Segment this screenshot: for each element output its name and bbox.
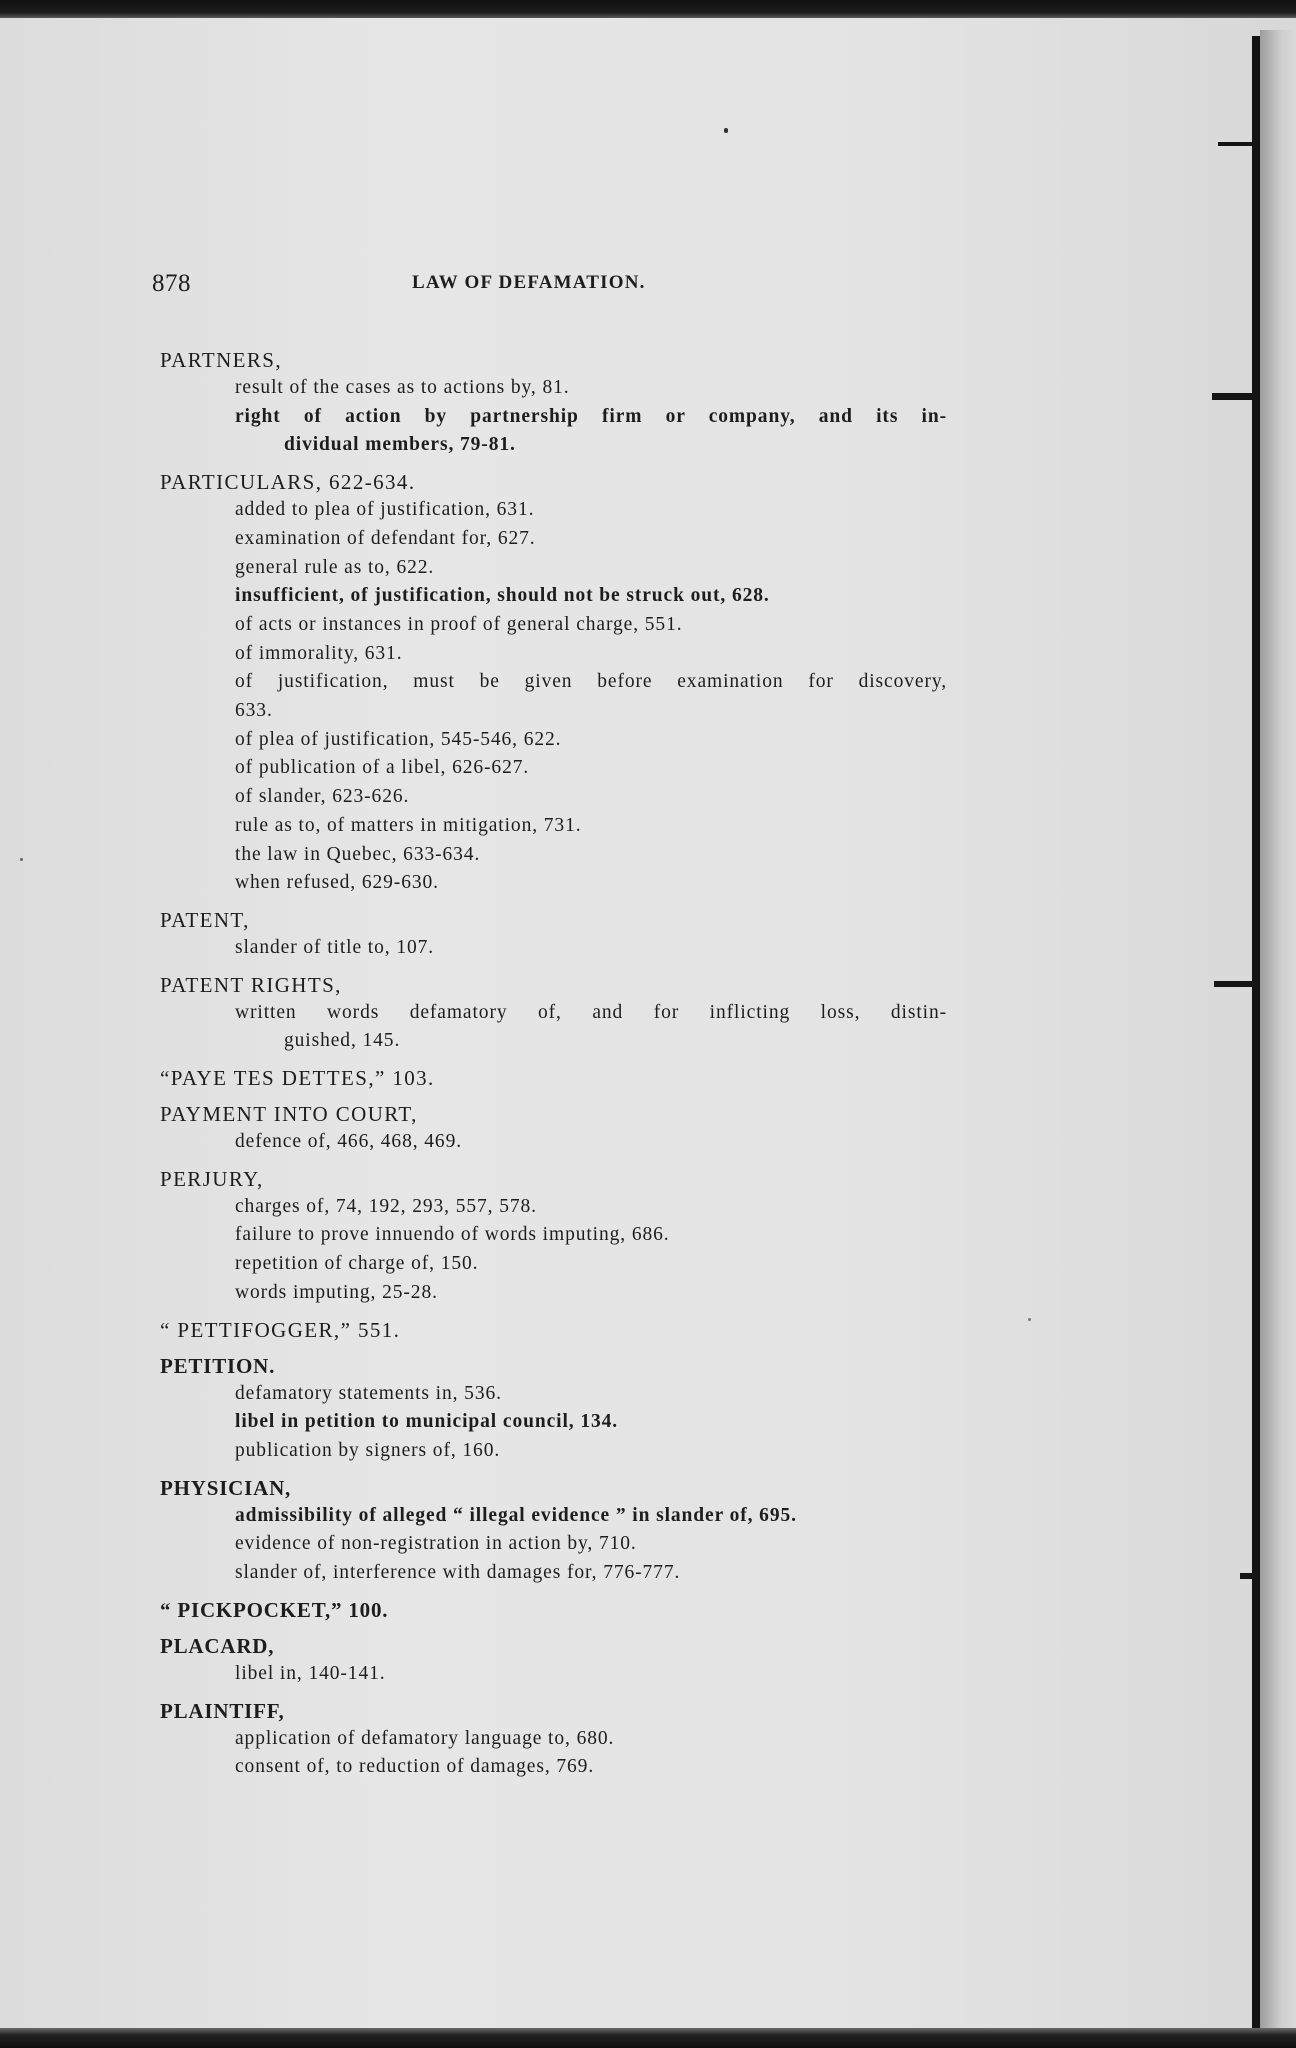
entry-line: of immorality, 631. — [235, 642, 403, 664]
entry-line: repetition of charge of, 150. — [235, 1253, 479, 1275]
index-entry-patent — [0, 906, 1000, 963]
index-entry-placard — [0, 1632, 1000, 1689]
entry-line-continuation: 633. — [235, 700, 273, 722]
entry-line: of justification, must be given before examination for discovery, — [235, 671, 947, 693]
entry-line: charges of, 74, 192, 293, 557, 578. — [235, 1195, 537, 1217]
entry-line: defence of, 466, 468, 469. — [235, 1131, 463, 1153]
entry-line: examination of defendant for, 627. — [235, 527, 536, 549]
scan-bottom-border — [0, 2028, 1296, 2048]
scan-speck — [724, 128, 728, 133]
entry-line: of slander, 623-626. — [235, 786, 410, 808]
entry-line: application of defamatory language to, 680. — [235, 1727, 615, 1749]
entry-heading: PLAINTIFF, — [160, 1698, 285, 1723]
entry-line: when refused, 629-630. — [235, 872, 439, 894]
entry-line: libel in, 140-141. — [235, 1662, 386, 1684]
scan-speck — [1028, 1318, 1031, 1321]
entry-line: the law in Quebec, 633-634. — [235, 843, 481, 865]
entry-heading: PATENT, — [160, 907, 250, 932]
entry-line: slander of, interference with damages for, 776-777. — [235, 1562, 681, 1584]
entry-line: result of the cases as to actions by, 81. — [235, 377, 570, 398]
scan-right-shadow — [1260, 30, 1296, 2028]
index-entry-particulars — [0, 468, 1000, 898]
page-number: 878 — [152, 270, 191, 297]
entry-line: right of action by partnership firm or company, and its in- — [235, 405, 947, 427]
scan-right-edge — [1252, 36, 1260, 2028]
index-entry-payment-into-court — [0, 1100, 1000, 1157]
entry-line: added to plea of justification, 631. — [235, 499, 535, 521]
entry-heading: PLACARD, — [160, 1633, 275, 1658]
running-title: LAW OF DEFAMATION. — [412, 272, 646, 293]
index-entry-patent-rights — [0, 971, 1000, 1056]
entry-line: of plea of justification, 545-546, 622. — [235, 728, 562, 750]
index-entry-pettifogger — [0, 1316, 1000, 1344]
entry-line: defamatory statements in, 536. — [235, 1382, 502, 1404]
index-entry-physician — [0, 1474, 1000, 1588]
entry-heading: PERJURY, — [160, 1166, 264, 1191]
binding-mark — [1218, 142, 1258, 146]
entry-heading: PATENT RIGHTS, — [160, 972, 342, 997]
entry-line-continuation: guished, 145. — [284, 1030, 401, 1052]
binding-mark — [1240, 1573, 1258, 1579]
entry-heading: PARTICULARS, 622-634. — [160, 470, 416, 495]
index-entry-petition — [0, 1352, 1000, 1466]
binding-mark — [1214, 981, 1258, 987]
entry-heading: “PAYE TES DETTES,” 103. — [160, 1066, 435, 1091]
entry-line: of acts or instances in proof of general charge, 551. — [235, 613, 683, 635]
entry-heading: “ PICKPOCKET,” 100. — [160, 1597, 389, 1622]
index-entry-partners — [0, 346, 1000, 460]
index-entry-perjury — [0, 1165, 1000, 1308]
entry-heading: “ PETTIFOGGER,” 551. — [160, 1317, 401, 1342]
entry-line: consent of, to reduction of damages, 769. — [235, 1756, 595, 1778]
entry-heading: PETITION. — [160, 1353, 276, 1378]
entry-heading: PHYSICIAN, — [160, 1475, 292, 1500]
entry-line: failure to prove innuendo of words imputing, 686. — [235, 1224, 670, 1246]
entry-line: general rule as to, 622. — [235, 556, 435, 578]
scan-top-border — [0, 0, 1296, 18]
entry-line: words imputing, 25-28. — [235, 1281, 438, 1303]
entry-line: publication by signers of, 160. — [235, 1439, 501, 1461]
index-body — [0, 338, 1000, 1782]
binding-mark — [1212, 393, 1258, 400]
entry-line: admissibility of alleged “ illegal evidence ” in slander of, 695. — [235, 1504, 797, 1526]
entry-line: of publication of a libel, 626-627. — [235, 757, 530, 779]
entry-line-continuation: dividual members, 79-81. — [284, 434, 516, 456]
entry-heading: PARTNERS, — [160, 348, 283, 372]
entry-line: insufficient, of justification, should not be struck out, 628. — [235, 585, 770, 607]
entry-line: written words defamatory of, and for inflicting loss, distin- — [235, 1001, 947, 1023]
entry-heading: PAYMENT INTO COURT, — [160, 1102, 418, 1127]
entry-line: libel in petition to municipal council, 134. — [235, 1411, 619, 1433]
index-entry-pickpocket — [0, 1596, 1000, 1624]
index-entry-paye-tes-dettes — [0, 1064, 1000, 1092]
entry-line: slander of title to, 107. — [235, 936, 435, 958]
entry-line: rule as to, of matters in mitigation, 731. — [235, 814, 582, 836]
running-head — [0, 270, 1296, 304]
index-entry-plaintiff — [0, 1697, 1000, 1782]
entry-line: evidence of non-registration in action by, 710. — [235, 1533, 637, 1555]
